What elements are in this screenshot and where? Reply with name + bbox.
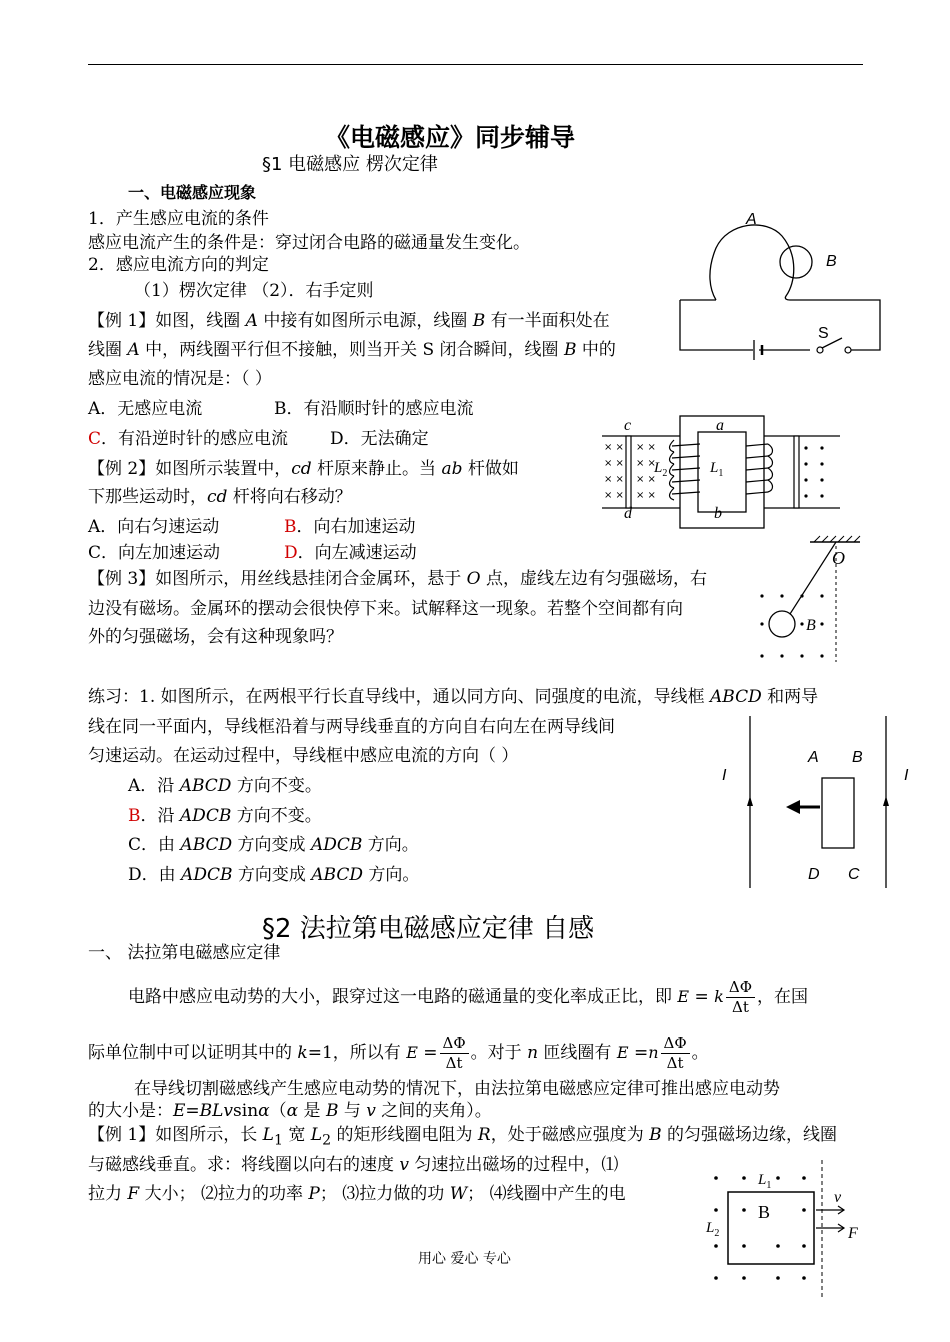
faraday-line-1: 电路中感应电动势的大小，跟穿过这一电路的磁通量的变化率成正比，即 E = k $\frac{\Delta\Phi}{\Delta t}$ ，在国 [128,978,808,1016]
ex2-option-b: B．向右加速运动 [284,517,416,537]
fig2-label-c: c [624,417,632,434]
ex3-line-3: 外的匀强磁场，会有这种现象吗？ [88,627,343,647]
svg-text:× ×: × × [604,490,624,501]
fig4-label-d: D [808,866,820,883]
line-condition: 感应电流产生的条件是：穿过闭合电路的磁通量发生变化。 [88,233,530,253]
svg-text:× ×: × × [604,442,624,453]
fig4-label-c: C [848,866,860,883]
footer: 用心 爱心 专心 [418,1251,511,1267]
ex1-option-d: D．无法确定 [330,429,429,449]
svg-text:× ×: × × [636,490,656,501]
fig4-label-b: B [852,749,863,766]
section-1-title: §1 电磁感应 楞次定律 [262,154,438,175]
fig5-label-l1: $L_1$ [758,1172,772,1191]
section-2-item: 一、 法拉第电磁感应定律 [88,943,281,963]
header-rule [88,64,863,65]
ex4-line-3: 拉力 F 大小； ⑵拉力的功率 P； ⑶拉力做的功 W； ⑷线圈中产生的电 [88,1184,626,1204]
fig1-label-s: S [818,325,829,342]
line-2: 2．感应电流方向的判定 [88,255,269,275]
practice-option-a: A．沿 ABCD 方向不变。 [128,776,322,796]
practice-line-1: 练习：1. 如图所示，在两根平行长直导线中，通以同方向、同强度的电流，导线框 ABCD 和两导 [88,687,819,707]
svg-text:× ×: × × [604,474,624,485]
practice-line-3: 匀速运动。在运动过程中，导线框中感应电流的方向（ ） [88,746,519,766]
fraction-dphi-dt: $\frac{\Delta\Phi}{\Delta t}$ [726,978,755,1017]
fig1-label-b: B [826,253,837,270]
ex1-line-3: 感应电流的情况是：（ ） [88,369,272,389]
fig2-label-b: b [714,505,722,522]
line-1: 1．产生感应电流的条件 [88,209,269,229]
svg-text:× ×: × × [604,458,624,469]
svg-text:× ×: × × [636,458,656,469]
line-methods: （1）楞次定律 （2）．右手定则 [134,281,374,301]
ex3-line-1: 【例 3】如图所示，用丝线悬挂闭合金属环，悬于 O 点，虚线左边有匀强磁场，右 [88,569,707,589]
ex2-line-1: 【例 2】如图所示装置中，cd 杆原来静止。当 ab 杆做如 [88,459,519,479]
fig2-label-a: a [716,417,724,434]
fig2-label-l2: $L_2$ [654,460,668,479]
faraday-line-2: 际单位制中可以证明其中的 k=1，所以有 E = $\frac{\Delta\Phi}{\Delta t}$ 。对于 n 匝线圈有 E =n $\frac{\Delta\Phi}{\Delta t}$ 。 [88,1034,709,1072]
fig1-label-a: A [746,211,757,228]
ex2-line-2: 下那些运动时，cd 杆将向右移动？ [88,487,352,507]
practice-option-b: B．沿 ADCB 方向不变。 [128,806,322,826]
page-title: 《电磁感应》同步辅导 [325,123,576,152]
svg-text:× ×: × × [636,442,656,453]
fig5-label-l2: $L_2$ [706,1220,720,1239]
part-1-heading: 一、电磁感应现象 [128,183,257,202]
faraday-line-3: 在导线切割磁感线产生感应电动势的情况下，由法拉第电磁感应定律可推出感应电动势 [134,1079,780,1099]
fig3-label-o: O [832,548,845,568]
ex1-line-1: 【例 1】如图，线圈 A 中接有如图所示电源，线圈 B 有一半面积处在 [88,311,610,331]
ex2-option-c: C．向左加速运动 [88,543,221,563]
ex3-line-2: 边没有磁场。金属环的摆动会很快停下来。试解释这一现象。若整个空间都有向 [88,599,683,619]
figure-coil-field [700,1158,870,1303]
fig4-label-a: A [808,749,819,766]
ex2-option-a: A．向右匀速运动 [88,517,220,537]
fig5-label-b: B [758,1202,771,1222]
section-2-title: §2 法拉第电磁感应定律 自感 [262,914,595,944]
faraday-line-4: 的大小是：E=BLvsinα（α 是 B 与 v 之间的夹角）。 [88,1101,492,1121]
ex1-option-a: A．无感应电流 [88,399,203,419]
practice-option-c: C．由 ABCD 方向变成 ADCB 方向。 [128,835,419,855]
ex4-line-2: 与磁感线垂直。求：将线圈以向右的速度 v 匀速拉出磁场的过程中，⑴ [88,1155,619,1175]
ex1-option-b: B．有沿顺时针的感应电流 [274,399,474,419]
practice-line-2: 线在同一平面内，导线框沿着与两导线垂直的方向自右向左在两导线间 [88,717,615,737]
figure-parallel-wires [714,712,924,892]
fig4-current-right: I [904,767,909,784]
figure-pendulum [752,534,862,664]
ex4-line-1: 【例 1】如图所示，长 $L_1$ 宽 $L_2$ 的矩形线圈电阻为 R，处于磁感应强度为 B 的匀强磁场边缘，线圈 [88,1125,838,1149]
fig2-label-d: d [624,505,632,522]
figure-transformer-rails [596,410,896,535]
fig3-label-b: B [806,617,816,634]
fig4-current-left: I [722,767,727,784]
fig5-label-f: F [848,1225,858,1242]
ex1-option-c: C．有沿逆时针的感应电流 [88,429,289,449]
svg-text:× ×: × × [636,474,656,485]
ex1-line-2: 线圈 A 中，两线圈平行但不接触，则当开关 S 闭合瞬间，线圈 B 中的 [88,340,616,360]
figure-coils-circuit [670,200,890,365]
fig2-label-l1: $L_1$ [710,460,724,479]
fig5-label-v: v [834,1189,842,1206]
ex2-option-d: D．向左减速运动 [284,543,417,563]
practice-option-d: D．由 ADCB 方向变成 ABCD 方向。 [128,865,420,885]
